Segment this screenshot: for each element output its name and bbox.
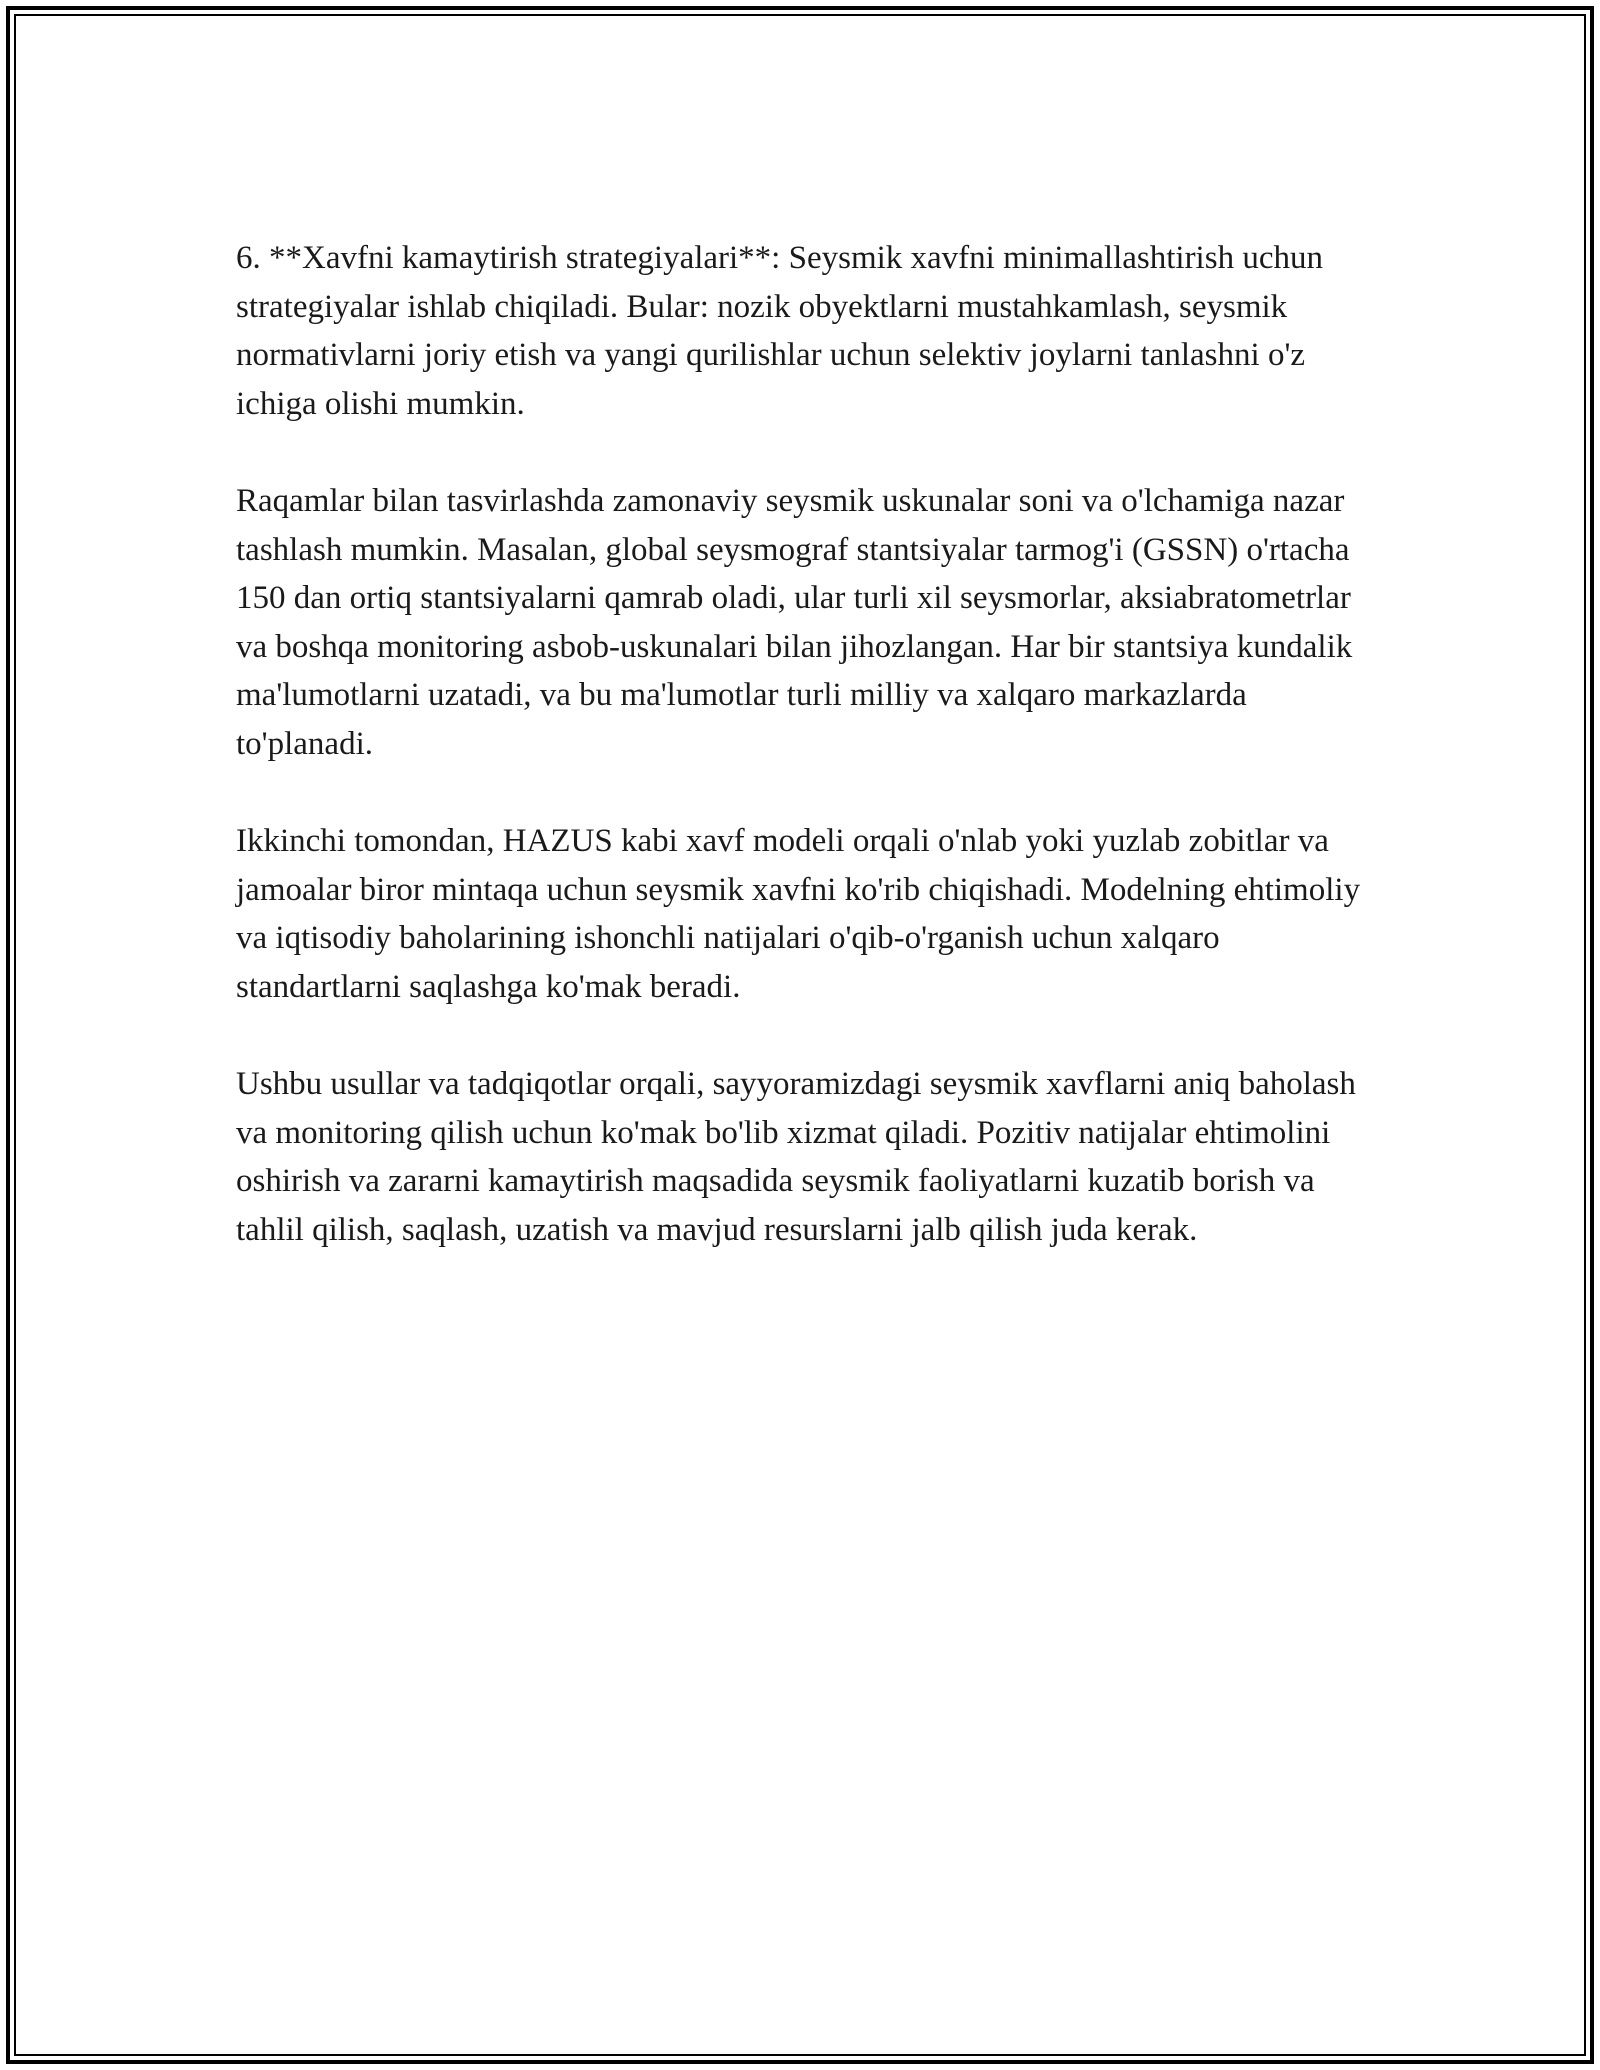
paragraph-seismic-equipment: Raqamlar bilan tasvirlashda zamonaviy seysmik uskunalar soni va o'lchamiga nazar tashlash mumkin. Masalan, global seysmograf stantsiyalar tarmog'i (GSSN) o'rtacha 150 dan ortiq stantsiyalarni qamrab oladi, ular turli xil seysmorlar, aksiabratometrlar va boshqa monitoring asbob-uskunalari bilan jihozlangan. Har bir stantsiya kundalik ma'lumotlarni uzatadi, va bu ma'lumotlar turli milliy va xalqaro markazlarda to'planadi. (236, 483, 1353, 762)
paragraph-risk-reduction: 6. **Xavfni kamaytirish strategiyalari**: Seysmik xavfni minimallashtirish uchun strategiyalar ishlab chiqiladi. Bular: nozik obyektlarni mustahkamlash, seysmik normativlarni joriy etish va yangi qurilishlar uchun selektiv joylarni tanlashni o'z ichiga olishi mumkin. (236, 240, 1323, 422)
paragraph-conclusion: Ushbu usullar va tadqiqotlar orqali, sayyoramizdagi seysmik xavflarni aniq baholash va monitoring qilish uchun ko'mak bo'lib xizmat qiladi. Pozitiv natijalar ehtimolini oshirish va zararni kamaytirish maqsadida seysmik faoliyatlarni kuzatib borish va tahlil qilish, saqlash, uzatish va mavjud resurslarni jalb qilish juda kerak. (236, 1066, 1356, 1248)
document-body (236, 234, 1366, 1303)
paragraph-hazus-model: Ikkinchi tomondan, HAZUS kabi xavf modeli orqali o'nlab yoki yuzlab zobitlar va jamoalar biror mintaqa uchun seysmik xavfni ko'rib chiqishadi. Modelning ehtimoliy va iqtisodiy baholarining ishonchli natijalari o'qib-o'rganish uchun xalqaro standartlarni saqlashga ko'mak beradi. (236, 823, 1361, 1005)
